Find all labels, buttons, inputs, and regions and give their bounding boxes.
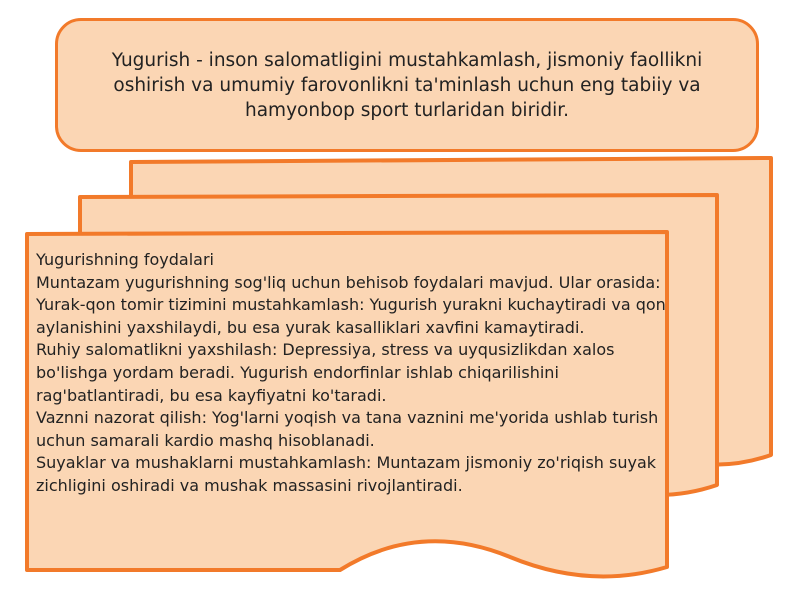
document-title: Yugurishning foydalari <box>36 250 214 269</box>
document-line: Suyaklar va mushaklarni mustahkamlash: Muntazam jismoniy zo'riqish suyak zichligini oshiradi va mushak massasini rivojlantiradi. <box>36 453 657 495</box>
intro-text: Yugurish - inson salomatligini mustahkamlash, jismoniy faollikni oshirish va umumiy farovonlikni ta'minlash uchun eng tabiiy va hamyonbop sport turlaridan biridir. <box>111 49 703 121</box>
document-text <box>36 249 666 498</box>
document-line: Ruhiy salomatlikni yaxshilash: Depressiya, stress va uyqusizlikdan xalos bo'lishga yordam beradi. Yugurish endorfinlar ishlab chiqarilishini rag'batlantiradi, bu esa kayfiyatni ko'taradi. <box>36 340 615 405</box>
document-line: Muntazam yugurishning sog'liq uchun behisob foydalari mavjud. Ular orasida: <box>36 272 661 292</box>
document-line: Vaznni nazorat qilish: Yog'larni yoqish va tana vaznini me'yorida ushlab turish uchun samarali kardio mashq hisoblanadi. <box>36 408 659 450</box>
document-line: Yurak-qon tomir tizimini mustahkamlash: Yugurish yurakni kuchaytiradi va qon aylanishini yaxshilaydi, bu esa yurak kasalliklari xavfini kamaytiradi. <box>36 295 666 337</box>
